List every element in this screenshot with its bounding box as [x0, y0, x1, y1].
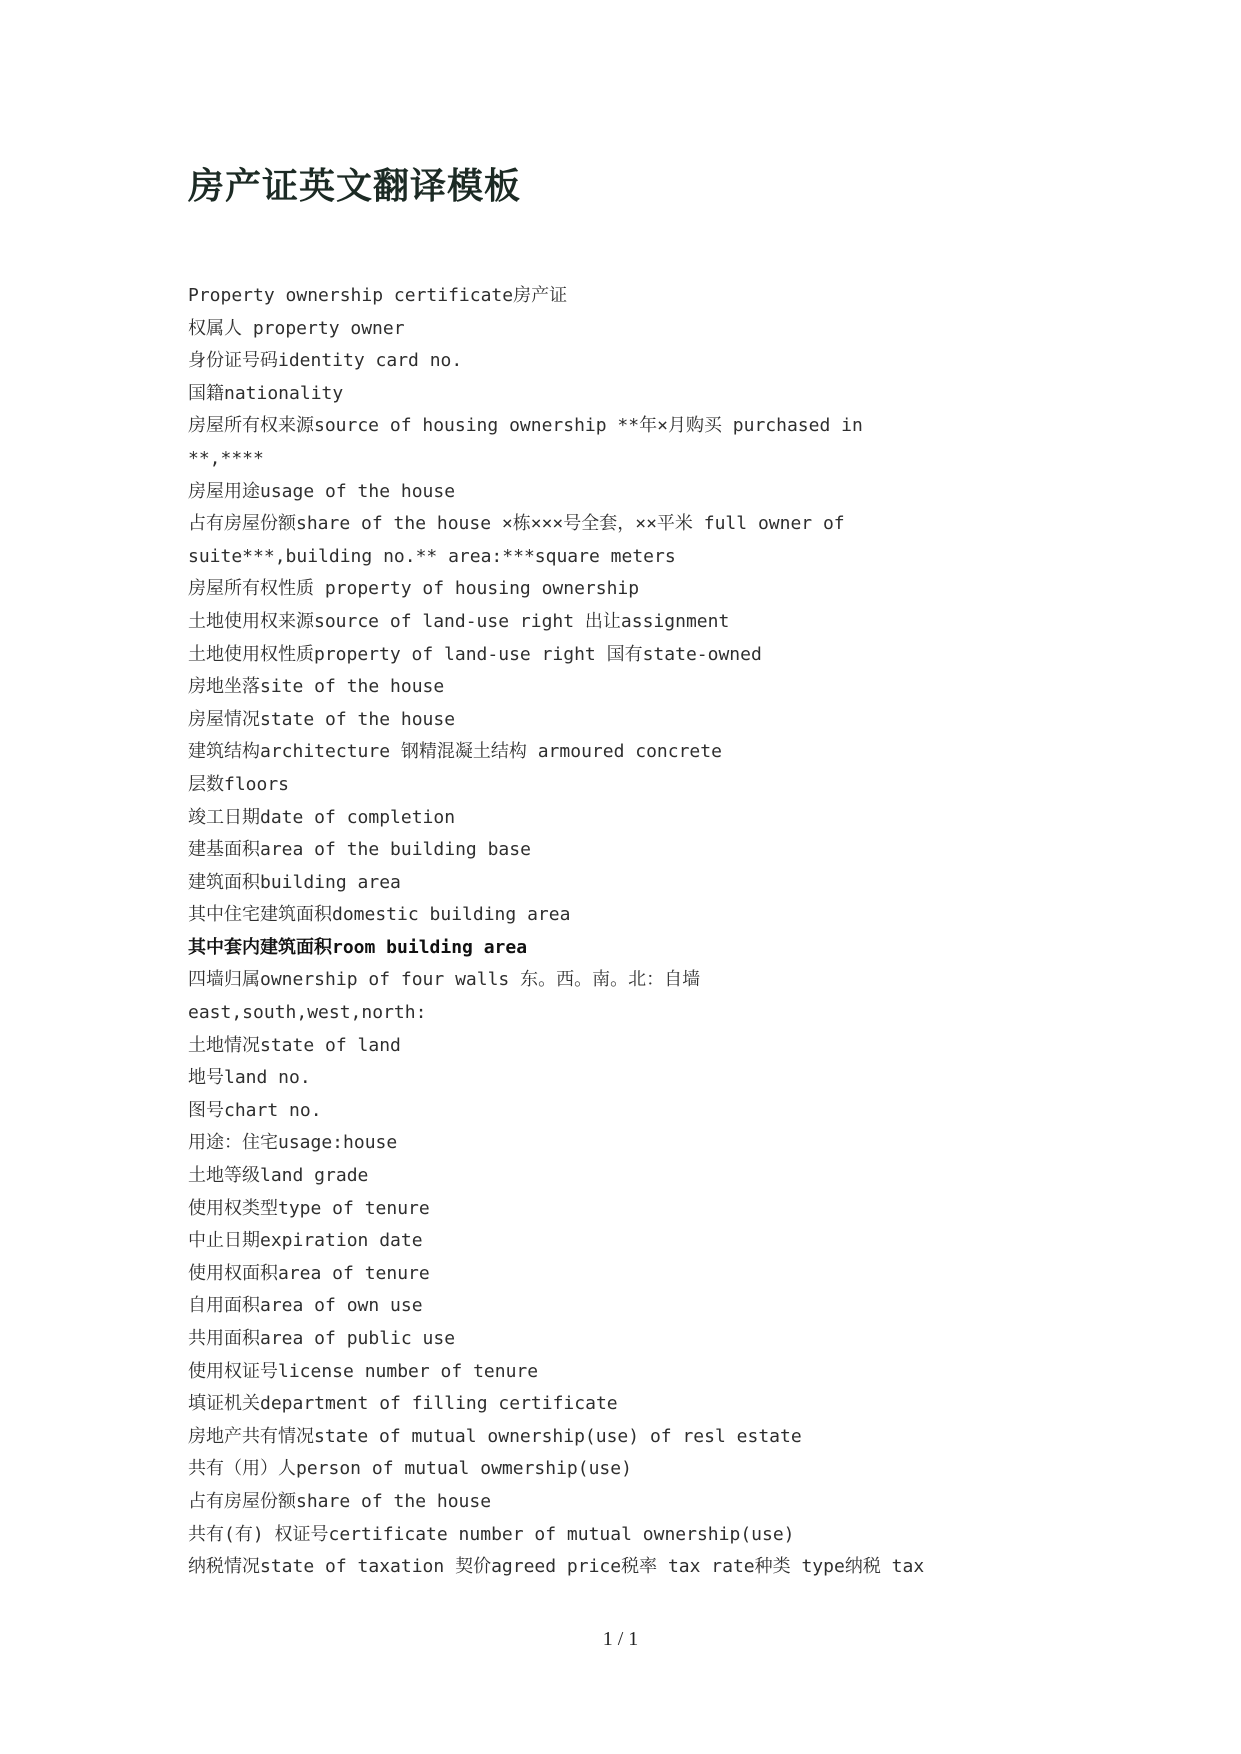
text-line: 其中套内建筑面积room building area	[188, 936, 528, 958]
text-line: 使用权面积area of tenure	[188, 1262, 430, 1284]
text-line: east,south,west,north:	[188, 1002, 427, 1024]
text-line: 房地坐落site of the house	[188, 676, 445, 698]
text-line: Property ownership certificate房产证	[188, 285, 568, 306]
document-title: 房产证英文翻译模板	[188, 165, 522, 207]
text-line: 共有（用）人person of mutual owmership(use)	[188, 1458, 632, 1480]
text-line: 自用面积area of own use	[188, 1295, 423, 1317]
text-line: 使用权类型type of tenure	[188, 1197, 430, 1219]
text-line: 占有房屋份额share of the house ×栋×××号全套，××平米 full owner of	[188, 513, 845, 535]
text-line: 占有房屋份额share of the house	[188, 1490, 492, 1512]
text-line: **,****	[188, 447, 264, 469]
text-line: 图号chart no.	[188, 1099, 322, 1121]
text-line: 土地情况state of land	[188, 1034, 401, 1056]
text-line: 土地使用权来源source of land-use right 出让assignment	[188, 610, 730, 632]
document-body	[188, 280, 1068, 1584]
text-line: 中止日期expiration date	[188, 1230, 423, 1252]
text-line: 房地产共有情况state of mutual ownership(use) of resl estate	[188, 1425, 802, 1447]
text-line: 身份证号码identity card no.	[188, 350, 463, 372]
text-line: 使用权证号license number of tenure	[188, 1360, 539, 1382]
text-line: 土地等级land grade	[188, 1165, 369, 1187]
text-line: 其中住宅建筑面积domestic building area	[188, 904, 571, 926]
text-line: 房屋用途usage of the house	[188, 480, 456, 502]
text-line: 纳税情况state of taxation 契价agreed price税率 tax rate种类 type纳税 tax	[188, 1556, 925, 1578]
text-line: 层数floors	[188, 773, 290, 795]
text-line: suite***,building no.** area:***square meters	[188, 545, 676, 567]
text-line: 建筑结构architecture 钢精混凝土结构 armoured concrete	[188, 741, 722, 763]
text-line: 房屋所有权性质 property of housing ownership	[188, 578, 640, 600]
text-line: 四墙归属ownership of four walls 东。西。南。北：自墙	[188, 969, 701, 991]
text-line: 房屋情况state of the house	[188, 708, 456, 730]
text-line: 建基面积area of the building base	[188, 839, 531, 861]
text-line: 竣工日期date of completion	[188, 806, 456, 828]
text-line: 填证机关department of filling certificate	[188, 1393, 618, 1415]
text-line: 共有(有) 权证号certificate number of mutual ownership(use)	[188, 1523, 795, 1545]
text-line: 房屋所有权来源source of housing ownership **年×月购买 purchased in	[188, 415, 863, 437]
text-line: 用途：住宅usage:house	[188, 1132, 398, 1154]
text-line: 地号land no.	[188, 1067, 311, 1089]
text-line: 建筑面积building area	[188, 871, 401, 893]
text-line: 权属人 property owner	[188, 317, 405, 339]
text-line: 土地使用权性质property of land-use right 国有state-owned	[188, 643, 762, 665]
text-line: 共用面积area of public use	[188, 1328, 456, 1349]
text-line: 国籍nationality	[188, 382, 344, 404]
page-number: 1 / 1	[602, 1628, 639, 1650]
